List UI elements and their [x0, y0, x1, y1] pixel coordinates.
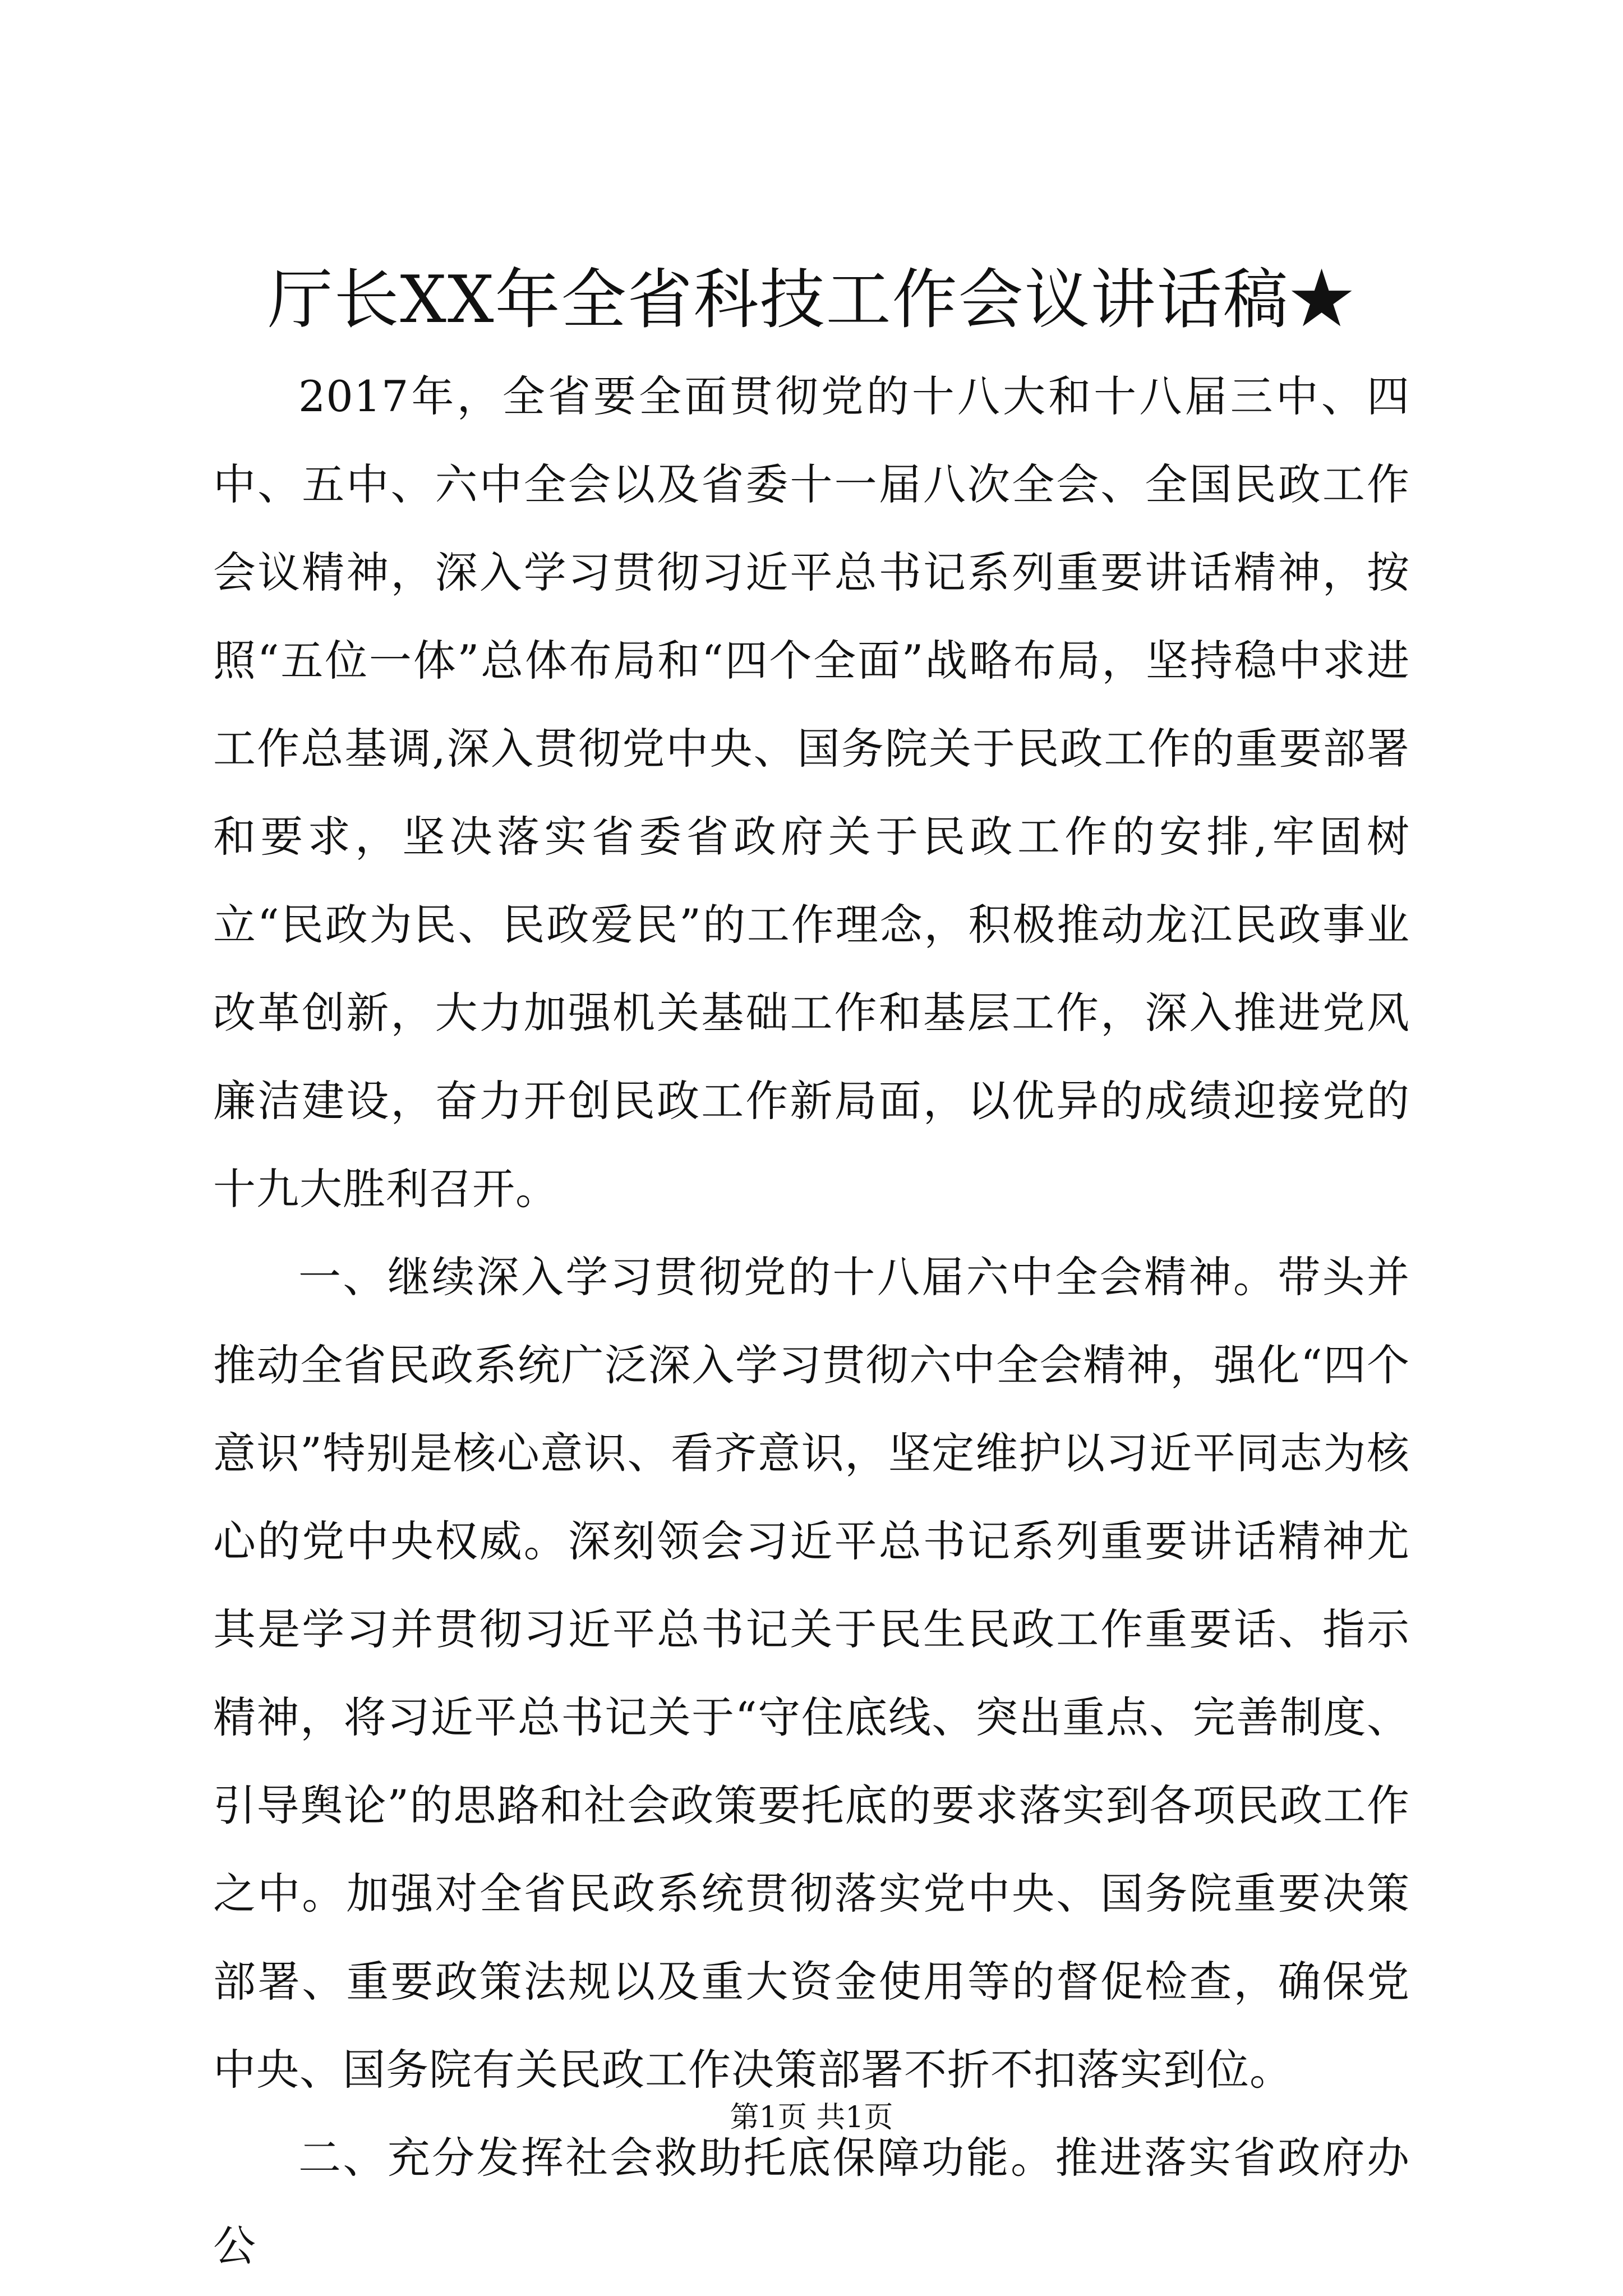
paragraph-section-1: 一、继续深入学习贯彻党的十八届六中全会精神。带头并推动全省民政系统广泛深入学习贯彻六中全会精神，强化“四个意识”特别是核心意识、看齐意识，坚定维护以习近平同志为核心的党中央权威。深刻领会习近平总书记系列重要讲话精神尤其是学习并贯彻习近平总书记关于民生民政工作重要话、指示精神，将习近平总书记关于“守住底线、突出重点、完善制度、引导舆论”的思路和社会政策要托底的要求落实到各项民政工作之中。加强对全省民政系统贯彻落实党中央、国务院重要决策部署、重要政策法规以及重大资金使用等的督促检查，确保党中央、国务院有关民政工作决策部署不折不扣落实到位。: [213, 1252, 1410, 2095]
document-title: 厅长XX年全省科技工作会议讲话稿★: [268, 262, 1355, 338]
page-footer: 第1页 共1页: [730, 2101, 893, 2134]
document-body: [213, 352, 1410, 2290]
paragraph-intro: 2017年，全省要全面贯彻党的十八大和十八届三中、四中、五中、六中全会以及省委十一届八次全会、全国民政工作会议精神，深入学习贯彻习近平总书记系列重要讲话精神，按照“五位一体”总体布局和“四个全面”战略布局，坚持稳中求进工作总基调,深入贯彻党中央、国务院关于民政工作的重要部署和要求，坚决落实省委省政府关于民政工作的安排,牢固树立“民政为民、民政爱民”的工作理念，积极推动龙江民政事业改革创新，大力加强机关基础工作和基层工作，深入推进党风廉洁建设，奋力开创民政工作新局面，以优异的成绩迎接党的十九大胜利召开。: [213, 371, 1410, 1214]
paragraph-section-2: 二、充分发挥社会救助托底保障功能。推进落实省政府办公: [213, 2133, 1410, 2271]
